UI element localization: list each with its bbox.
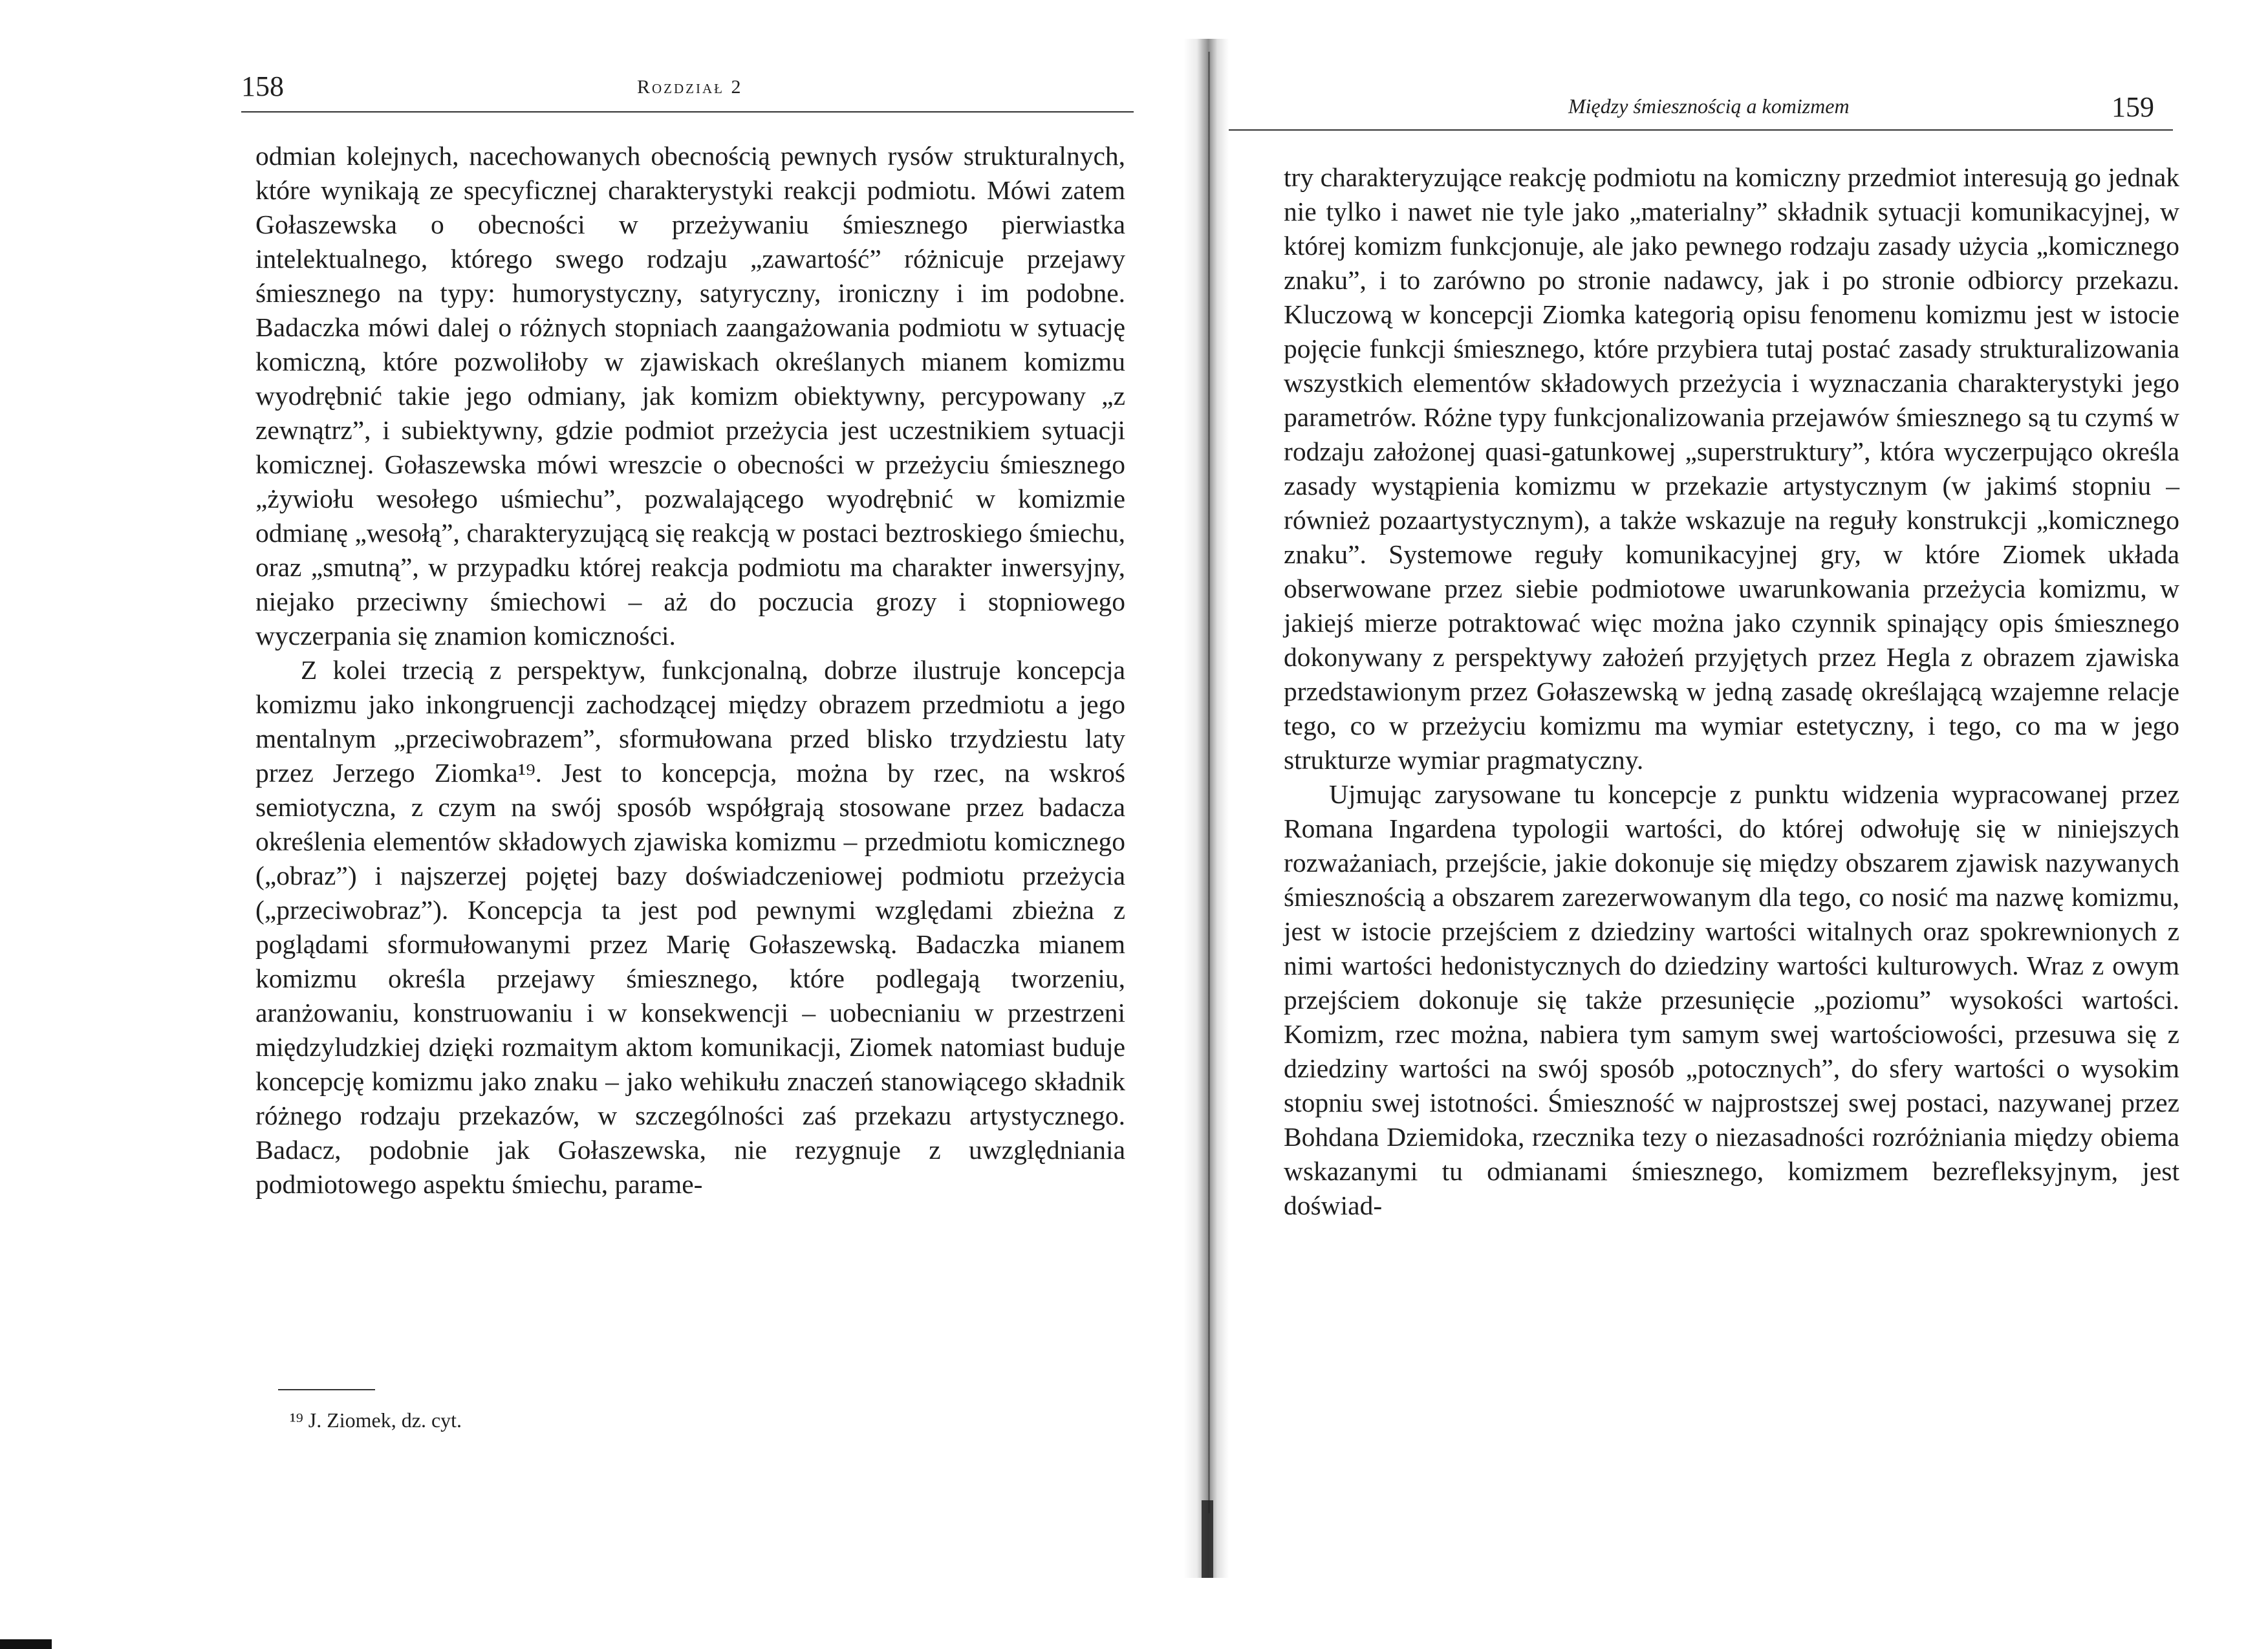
book-gutter-dark — [1202, 1500, 1213, 1578]
header-rule — [1229, 129, 2173, 131]
body-text — [1284, 160, 2179, 1223]
page-number: 159 — [2111, 91, 2154, 123]
paragraph: try charakteryzujące reakcję podmiotu na komiczny przedmiot interesują go jednak nie tylko i nawet nie tyle jako „materialny” składnik sytuacji komunikacyjnej, w której komizm funkcjonuje, ale jako pewnego rodzaju zasady użycia „komicznego znaku”, i to zarówno po stronie nadawcy, jak i po stronie odbiorcy przekazu. Kluczową w koncepcji Ziomka kategorią opisu fenomenu komizmu jest w istocie pojęcie funkcji śmiesznego, które przybiera tutaj postać zasady strukturalizowania wszystkich elementów składowych przeżycia i wyznaczania charakterystyki jego parametrów. Różne typy funkcjonalizowania przejawów śmiesznego są tu czymś w rodzaju założonej quasi-gatunkowej „superstruktury”, która wyczerpująco określa zasady wystąpienia komizmu w przekazie artystycznym (w jakimś stopniu – również pozaartystycznym), a także wskazuje na reguły konstrukcji „komicznego znaku”. Systemowe reguły komunikacyjnej gry, w które Ziomek układa obserwowane przez siebie podmiotowe uwarunkowania przeżycia komizmu, w jakiejś mierze potraktować więc można jako czynnik spinający opis śmiesznego dokonywany z perspektywy założeń przyjętych przez Hegla z obrazem zjawiska przedstawionym przez Gołaszewską w jedną zasadę określającą wzajemne relacje tego, co w przeżyciu komizmu ma wymiar estetyczny, i tego, co ma w jego strukturze wymiar pragmatyczny. — [1284, 162, 2179, 775]
body-text — [255, 139, 1125, 1202]
paragraph: Ujmując zarysowane tu koncepcje z punktu widzenia wypracowanej przez Romana Ingardena typologii wartości, do której odwołuję się w niniejszych rozważaniach, przejście, jakie dokonuje się między obszarem zjawisk nazywanych śmiesznością a obszarem zarezerwowanym dla tego, co nosić ma nazwę komizmu, jest w istocie przejściem z dziedziny wartości witalnych oraz spokrewnionych z nimi wartości hedonistycznych do dziedziny wartości kulturowych. Wraz z owym przejściem dokonuje się także przesunięcie „poziomu” wysokości wartości. Komizm, rzec można, nabiera tym samym swej wartościowości, przesuwa się z dziedziny wartości na swój sposób „potocznych”, do sfery wartości o wysokim stopniu swej istotności. Śmieszność w najprostszej swej postaci, nazywanej przez Bohdana Dziemidoka, rzecznika tezy o niezasadności rozróżniania między obiema wskazanymi tu odmianami śmiesznego, komizmem bezrefleksyjnym, jest doświad- — [1284, 779, 2179, 1220]
scan-edge-mark — [0, 1639, 52, 1649]
right-page — [1229, 0, 2268, 1649]
footnote-separator — [278, 1389, 375, 1390]
running-head: Między śmiesznością a komizmem — [1568, 94, 1850, 118]
header-rule — [241, 111, 1134, 113]
footnote: ¹⁹ J. Ziomek, dz. cyt. — [290, 1408, 462, 1432]
running-head: Rozdział 2 — [637, 76, 743, 98]
page-number: 158 — [241, 70, 284, 102]
book-gutter-line — [1208, 52, 1210, 1513]
paragraph: odmian kolejnych, nacechowanych obecnością pewnych rysów strukturalnych, które wynikają ze specyficznej charakterystyki reakcji podmiotu. Mówi zatem Gołaszewska o obecności w przeżywaniu śmiesznego pierwiastka intelektualnego, którego swego rodzaju „zawartość” różnicuje przejawy śmiesznego na typy: humorystyczny, satyryczny, ironiczny i im podobne. Badaczka mówi dalej o różnych stopniach zaangażowania podmiotu w sytuację komiczną, które pozwoliłoby w zjawiskach określanych mianem komizmu wyodrębnić takie jego odmiany, jak komizm obiektywny, percypowany „z zewnątrz”, i subiektywny, gdzie podmiot przeżycia jest uczestnikiem sytuacji komicznej. Gołaszewska mówi wreszcie o obecności w przeżyciu śmiesznego „żywiołu wesołego uśmiechu”, pozwalającego wyodrębnić w komizmie odmianę „wesołą”, charakteryzującą się reakcją w postaci beztroskiego śmiechu, oraz „smutną”, w przypadku której reakcja podmiotu ma charakter inwersyjny, niejako przeciwny śmiechowi – aż do poczucia grozy i stopniowego wyczerpania się znamion komiczności. — [255, 141, 1125, 651]
paragraph: Z kolei trzecią z perspektyw, funkcjonalną, dobrze ilustruje koncepcja komizmu jako inkongruencji zachodzącej między obrazem przedmiotu a jego mentalnym „przeciwobrazem”, sformułowana przed blisko trzydziestu laty przez Jerzego Ziomka¹⁹. Jest to koncepcja, można by rzec, na wskroś semiotyczna, z czym na swój sposób współgrają stosowane przez badacza określenia elementów składowych zjawiska komizmu – przedmiotu komicznego („obraz”) i najszerzej pojętej bazy doświadczeniowej podmiotu przeżycia („przeciwobraz”). Koncepcja ta jest pod pewnymi względami zbieżna z poglądami sformułowanymi przez Marię Gołaszewską. Badaczka mianem komizmu określa przejawy śmiesznego, które podlegają tworzeniu, aranżowaniu, konstruowaniu i w konsekwencji – uobecnianiu w przestrzeni międzyludzkiej dzięki rozmaitym aktom komunikacji, Ziomek natomiast buduje koncepcję komizmu jako znaku – jako wehikułu znaczeń stanowiącego składnik różnego rodzaju przekazów, w szczególności zaś przekazu artystycznego. Badacz, podobnie jak Gołaszewska, nie rezygnuje z uwzględniania podmiotowego aspektu śmiechu, parame- — [255, 655, 1125, 1199]
book-gutter-shadow — [1183, 39, 1229, 1578]
